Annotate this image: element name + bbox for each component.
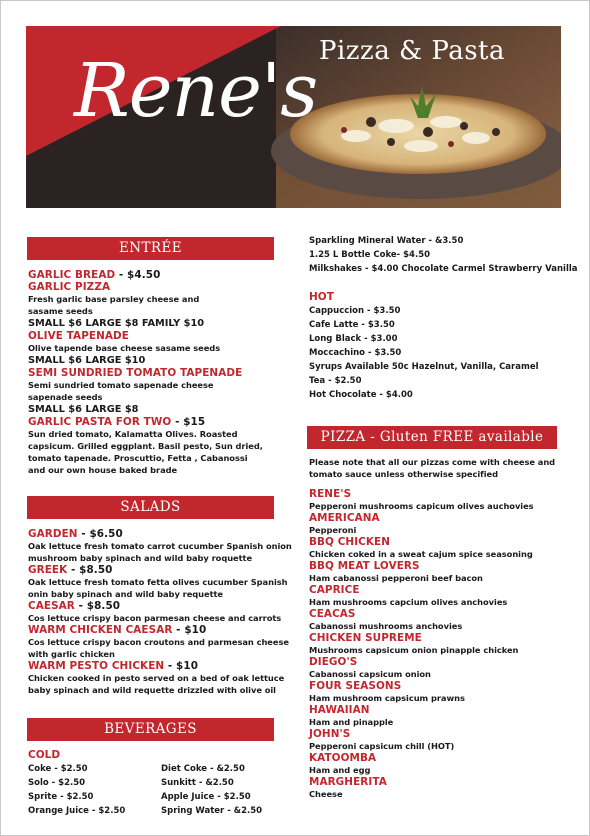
pizza-description: Ham and egg	[309, 765, 371, 775]
pizza-description: Ham and pinapple	[309, 717, 394, 727]
pizza-name: JOHN'S	[309, 728, 351, 740]
beverages-hot-heading: HOT	[309, 291, 334, 303]
beverages-hot-section	[309, 290, 571, 402]
menu-item-name: WARM PESTO CHICKEN - $10	[28, 660, 199, 672]
menu-item-description: Olive tapende base cheese sasame seeds	[28, 343, 221, 353]
menu-item-name: GARLIC PASTA FOR TWO - $15	[28, 416, 206, 428]
section-header-salads: SALADS	[27, 496, 274, 519]
pizza-description: Ham mushrooms capcium olives anchovies	[309, 597, 508, 607]
menu-item-description: Oak lettuce fresh tomato fetta olives cucumber Spanish	[28, 577, 288, 587]
cold-drink-item: Orange Juice - $2.50	[28, 806, 126, 816]
menu-item-name: GARLIC BREAD - $4.50	[28, 269, 161, 281]
entree-section	[28, 269, 276, 476]
menu-item-description: Fresh garlic base parsley cheese and	[28, 294, 200, 304]
pizza-name: CEACAS	[309, 608, 356, 620]
cold-drink-item: Sprite - $2.50	[28, 792, 94, 802]
cold-drink-item: Sunkitt - &2.50	[161, 778, 234, 788]
pizza-description: Pepperoni capsicum chill (HOT)	[309, 741, 455, 751]
section-header-beverages: BEVERAGES	[27, 718, 274, 741]
restaurant-tagline: Pizza & Pasta	[319, 36, 505, 66]
hot-drink-item: Tea - $2.50	[309, 376, 362, 386]
hot-drink-item: Cafe Latte - $3.50	[309, 320, 395, 330]
pizza-description: Chicken coked in a sweat cajum spice seasoning	[309, 549, 533, 559]
menu-item-description: baby spinach and wild requette drizzled with olive oil	[28, 685, 276, 695]
pizza-description: Cabanossi mushrooms anchovies	[309, 621, 463, 631]
hot-drink-item: Syrups Available 50c Hazelnut, Vanilla, Caramel	[309, 362, 539, 372]
menu-item-description: with garlic chicken	[28, 649, 115, 659]
pizza-description: Mushrooms capsicum onion pinapple chicken	[309, 645, 519, 655]
menu-header	[26, 26, 561, 208]
pizza-description: Cheese	[309, 789, 343, 799]
menu-item-description: Sun dried tomato, Kalamatta Olives. Roasted	[28, 429, 238, 439]
hot-drink-item: Cappuccion - $3.50	[309, 306, 401, 316]
menu-item-description: Chicken cooked in pesto served on a bed of oak lettuce	[28, 673, 285, 683]
menu-item-description: Oak lettuce fresh tomato carrot cucumber Spanish onion	[28, 541, 292, 551]
menu-item-description: and our own house baked brade	[28, 465, 178, 475]
hot-drink-item: Hot Chocolate - $4.00	[309, 390, 413, 400]
pizza-description: Pepperoni	[309, 525, 357, 535]
menu-item-description: sasame seeds	[28, 306, 93, 316]
cold-drink-item: Coke - $2.50	[28, 764, 88, 774]
menu-item-name: SEMI SUNDRIED TOMATO TAPENADE	[28, 367, 243, 379]
pizza-name: KATOOMBA	[309, 752, 377, 764]
menu-item-name: GARLIC PIZZA	[28, 281, 111, 293]
menu-item-name: WARM CHICKEN CAESAR - $10	[28, 624, 207, 636]
cold-drinks-grid	[28, 762, 276, 818]
beverages-cold-section	[28, 748, 276, 818]
cold-drink-item: Milkshakes - $4.00 Chocolate Carmel Strawberry Vanilla	[309, 264, 578, 274]
menu-item-sizes: SMALL $6 LARGE $8 FAMILY $10	[28, 318, 205, 329]
pizza-name: BBQ MEAT LOVERS	[309, 560, 420, 572]
cold-drink-item: Sparkling Mineral Water - &3.50	[309, 236, 464, 246]
menu-item-name: OLIVE TAPENADE	[28, 330, 129, 342]
cold-drink-item: Spring Water - &2.50	[161, 806, 263, 816]
pizza-description: Ham cabanossi pepperoni beef bacon	[309, 573, 483, 583]
pizza-name: AMERICANA	[309, 512, 380, 524]
section-header-entree: ENTRÉE	[27, 237, 274, 260]
pizza-description: Ham mushroom capsicum prawns	[309, 693, 465, 703]
salads-section	[28, 528, 292, 696]
pizza-name: DIEGO'S	[309, 656, 358, 668]
beverages-cold-heading: COLD	[28, 749, 61, 761]
menu-item-sizes: SMALL $6 LARGE $8	[28, 404, 139, 415]
menu-item-description: Semi sundried tomato sapenade cheese	[28, 380, 214, 390]
pizza-name: CAPRICE	[309, 584, 360, 596]
menu-item-description: tomato tapenade. Proscuttio, Fetta , Cabanossi	[28, 453, 248, 463]
hot-drink-item: Moccachino - $3.50	[309, 348, 402, 358]
pizza-note: tomato sauce unless otherwise specified	[309, 469, 498, 479]
menu-item-description: sapenade seeds	[28, 392, 103, 402]
cold-drink-item: Apple Juice - $2.50	[161, 792, 251, 802]
pizza-name: FOUR SEASONS	[309, 680, 402, 692]
menu-item-description: Cos lettuce crispy bacon croutons and parmesan cheese	[28, 637, 289, 647]
restaurant-logo: Rene's	[74, 48, 318, 134]
menu-item-description: Cos lettuce crispy bacon parmesan cheese and carrots	[28, 613, 282, 623]
hot-drink-item: Long Black - $3.00	[309, 334, 398, 344]
menu-item-name: GARDEN - $6.50	[28, 528, 123, 540]
pizza-name: CHICKEN SUPREME	[309, 632, 422, 644]
cold-drink-item: Solo - $2.50	[28, 778, 86, 788]
section-header-pizza: PIZZA - Gluten FREE available	[307, 426, 557, 449]
menu-item-name: CAESAR - $8.50	[28, 600, 121, 612]
pizza-name: BBQ CHICKEN	[309, 536, 391, 548]
pizza-note: Please note that all our pizzas come with cheese and	[309, 457, 556, 467]
pizza-section	[309, 456, 571, 800]
menu-item-name: GREEK - $8.50	[28, 564, 113, 576]
pizza-name: MARGHERITA	[309, 776, 387, 788]
menu-item-description: capsicum. Grilled eggplant. Basil pesto, Sun dried,	[28, 441, 263, 451]
menu-item-sizes: SMALL $6 LARGE $10	[28, 355, 146, 366]
pizza-name: HAWAIIAN	[309, 704, 370, 716]
menu-item-description: onin baby spinach and wild baby requette	[28, 589, 223, 599]
pizza-description: Cabanossi capsicum onion	[309, 669, 431, 679]
cold-drink-item: 1.25 L Bottle Coke- $4.50	[309, 250, 431, 260]
beverages-cold-continued	[309, 234, 578, 276]
cold-drink-item: Diet Coke - &2.50	[161, 764, 245, 774]
menu-item-description: mushroom baby spinach and wild baby roquette	[28, 553, 253, 563]
pizza-name: RENE'S	[309, 488, 352, 500]
pizza-description: Pepperoni mushrooms capicum olives auchovies	[309, 501, 534, 511]
